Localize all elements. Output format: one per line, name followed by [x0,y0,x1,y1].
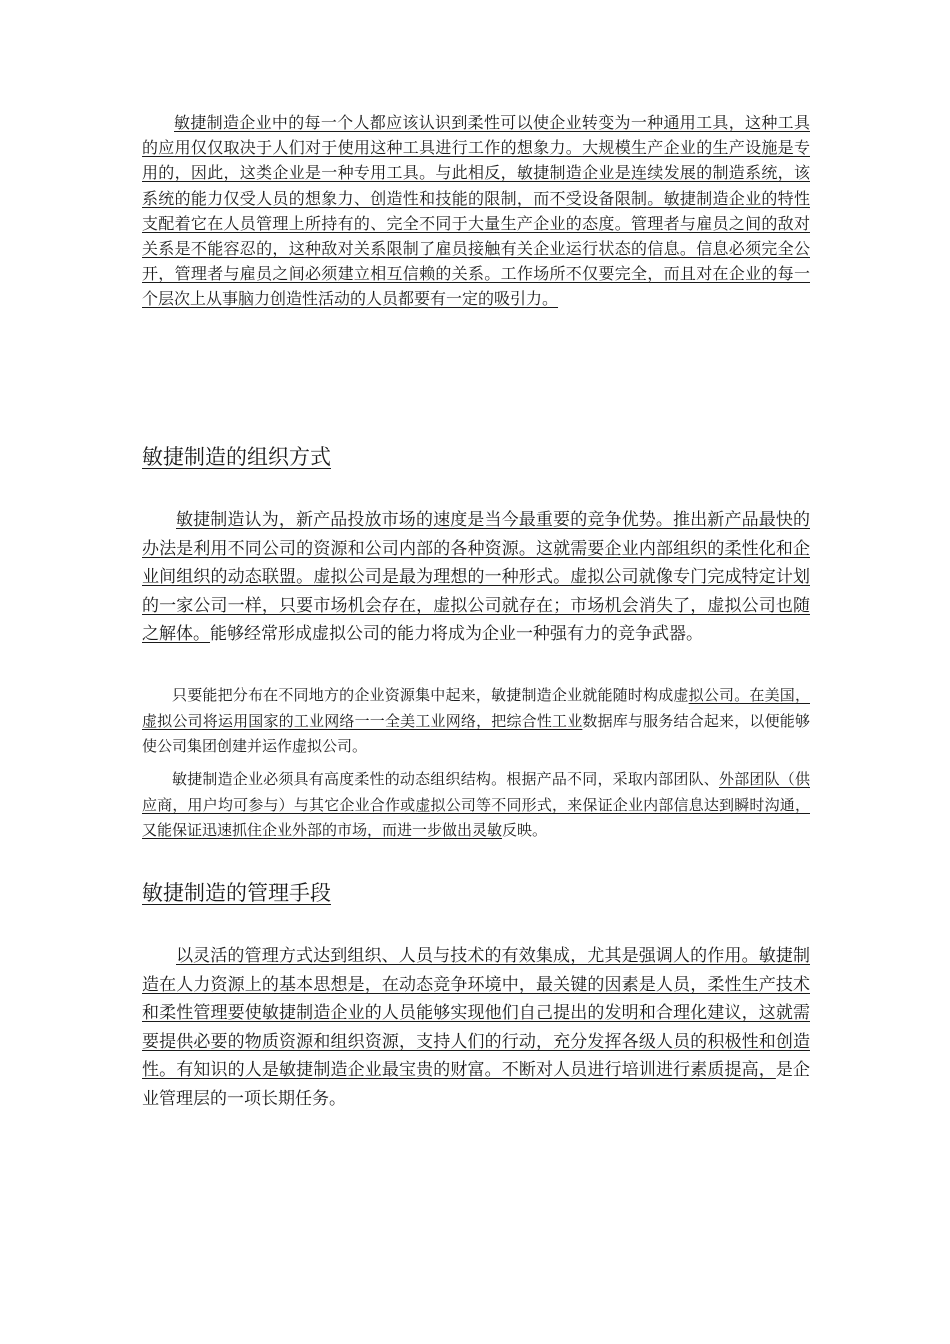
organization-paragraph-1-underlined: 敏捷制造认为，新产品投放市场的速度是当今最重要的竞争优势。推出新产品最快的办法是利用不同公司的资源和公司内部的各种资源。这就需要企业内部组织的柔性化和企业间组织的动态联盟。虚拟公司是最为理想的一种形式。虚拟公司就像专门完成特定计划的一家公司一样，只要市场机会存在，虚拟公司就存在；市场机会消失了，虚拟公司也随之解体。 [142,510,810,645]
organization-paragraph-2-plain-start: 只要能把分布在不同地方的企业资源集中起来，敏捷制造企业就能随时构成虚 [172,686,689,704]
section-heading-management: 敏捷制造的管理手段 [142,881,331,905]
intro-paragraph-text: 敏捷制造企业中的每一个人都应该认识到柔性可以使企业转变为一种通用工具，这种工具的应用仅仅取决于人们对于使用这种工具进行工作的想象力。大规模生产企业的生产设施是专用的，因此，这类企业是一种专用工具。与此相反，敏捷制造企业是连续发展的制造系统，该系统的能力仅受人员的想象力、创造性和技能的限制，而不受设备限制。敏捷制造企业的特性支配着它在人员管理上所持有的、完全不同于大量生产企业的态度。管理者与雇员之间的敌对关系是不能容忍的，这种敌对关系限制了雇员接触有关企业运行状态的信息。信息必须完全公开，管理者与雇员之间必须建立相互信赖的关系。工作场所不仅要完全，而且对在企业的每一个层次上从事脑力创造性活动的人员都要有一定的吸引力。 [142,113,810,309]
organization-paragraph-3-underlined: 外部团队（供应商，用户均可参与）与其它企业合作或虚拟公司等不同形式，来保证企业内部信息达到瞬时沟通，又能保证迅速抓住企业外部的市场，而进一步做出灵敏 [142,770,810,840]
organization-paragraph-2 [142,683,810,760]
organization-paragraph-2-plain-end: 数据库与服务结合起来，以便能够使公司集团创建并运作虚拟公司。 [142,711,810,756]
organization-paragraph-1 [142,506,810,649]
organization-paragraph-2-underlined: 拟公司。在美国，虚拟公司将运用国家的工业网络一一全美工业网络，把综合性工业 [142,686,810,730]
organization-paragraph-3-plain-start: 敏捷制造企业必须具有高度柔性的动态组织结构。根据产品不同，采取内部团队、 [172,770,720,788]
section-heading-organization: 敏捷制造的组织方式 [142,445,331,469]
intro-paragraph [142,110,810,312]
management-paragraph-1-plain: 是企业管理层的一项长期任务。 [142,1060,811,1109]
management-paragraph-1-underlined: 以灵活的管理方式达到组织、人员与技术的有效集成，尤其是强调人的作用。敏捷制造在人力资源上的基本思想是，在动态竞争环境中，最关键的因素是人员，柔性生产技术和柔性管理要使敏捷制造企业的人员能够实现他们自己提出的发明和合理化建议，这就需要提供必要的物质资源和组织资源，支持人们的行动，充分发挥各级人员的积极性和创造性。有知识的人是敏捷制造企业最宝贵的财富。不断对人员进行培训进行素质提高， [142,946,810,1081]
organization-paragraph-3 [142,767,810,844]
organization-paragraph-1-plain: 能够经常形成虚拟公司的能力将成为企业一种强有力的竞争武器。 [210,624,703,645]
management-paragraph-1 [142,942,810,1114]
organization-paragraph-3-plain-end: 反映。 [502,821,548,840]
